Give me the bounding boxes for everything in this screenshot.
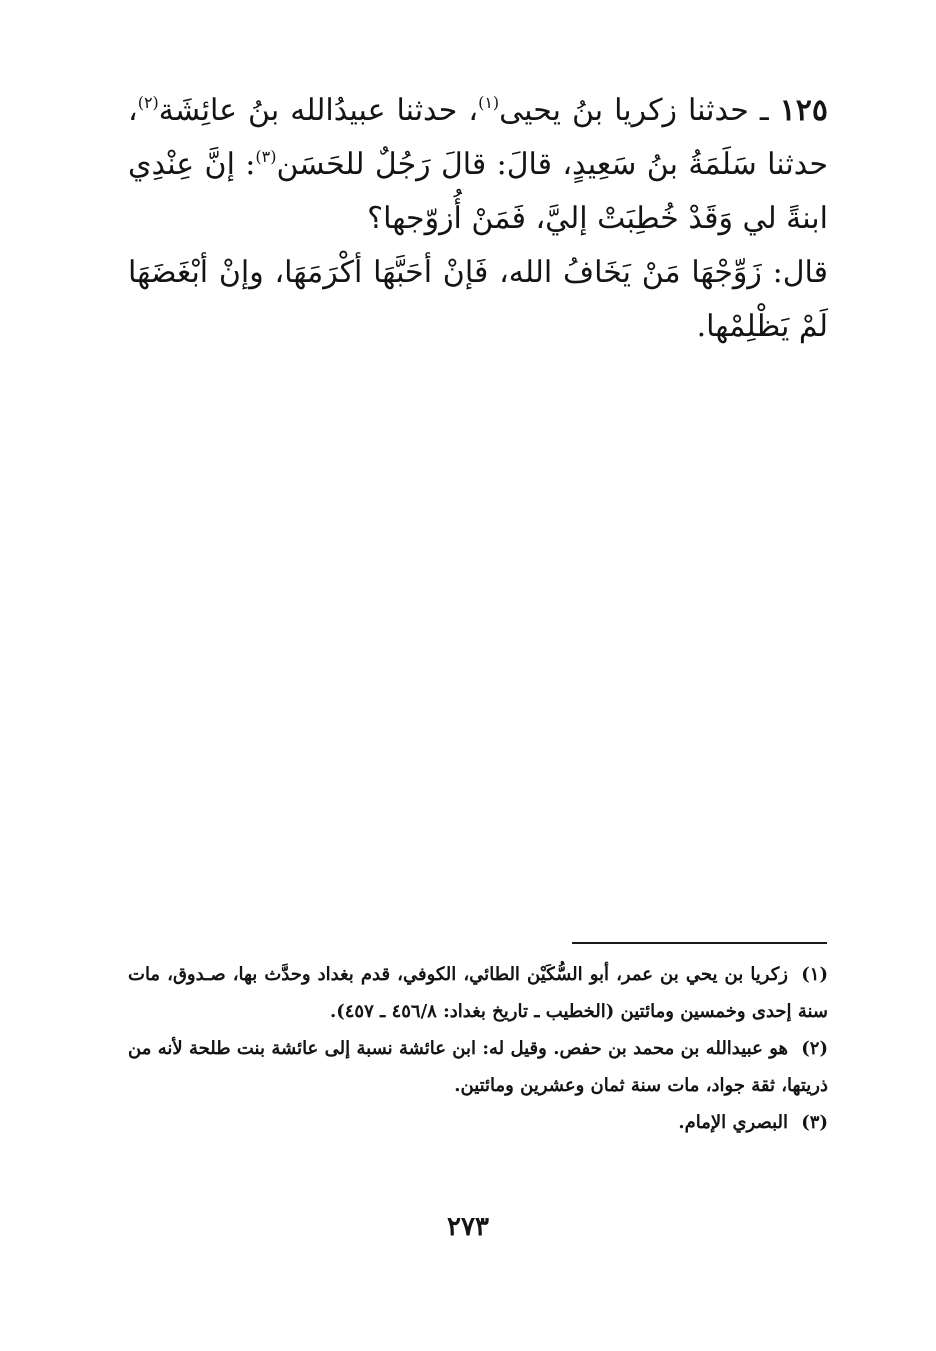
footnote-1 xyxy=(128,956,828,1030)
hadith-question: : إنَّ عِنْدِي ابنةً لي وَقَدْ خُطِبَتْ إليَّ، فَمَنْ أُزوّجها؟ xyxy=(128,147,828,236)
footnote-text: زكريا بن يحي بن عمر، أبو السُّكَيْن الطائي، الكوفي، قدم بغداد وحدَّث بها، صـدوق، مات سنة إحدى وخمسين ومائتين (الخطيب ـ تاريخ بغداد: ٤٥٦/٨ ـ ٤٥٧). xyxy=(128,964,828,1022)
footnote-ref-3: (٣) xyxy=(255,147,277,166)
footnote-3 xyxy=(128,1104,828,1141)
hadith-answer: قال: زَوِّجْهَا مَنْ يَخَافُ الله، فَإنْ أحَبَّهَا أكْرَمَهَا، وإنْ أبْغَضَهَا لَمْ يَظْلِمْها. xyxy=(128,255,828,344)
footnote-ref-2: (٢) xyxy=(137,93,159,112)
page-number: ٢٧٣ xyxy=(447,1212,489,1242)
footnote-number: (١) xyxy=(801,964,828,985)
footnote-text: البصري الإمام. xyxy=(678,1112,788,1133)
hadith-chain-part-1: ـ حدثنا زكريا بنُ يحيى xyxy=(499,93,780,128)
footnote-number: (٣) xyxy=(801,1112,828,1133)
footnote-2 xyxy=(128,1030,828,1104)
footnote-text: هو عبيدالله بن محمد بن حفص. وقيل له: ابن عائشة نسبة إلى عائشة بنت طلحة لأنه من ذريتها، ثقة جواد، مات سنة ثمان وعشرين ومائتين. xyxy=(128,1038,828,1096)
footnote-ref-1: (١) xyxy=(478,93,500,112)
hadith-text xyxy=(128,84,828,354)
footnote-number: (٢) xyxy=(801,1038,828,1059)
footnotes-section xyxy=(128,956,828,1141)
hadith-number: ١٢٥ xyxy=(779,93,828,128)
footnote-divider xyxy=(572,942,827,944)
hadith-chain-part-3: ، حدثنا سَلَمَةُ بنُ سَعِيدٍ، قالَ: قالَ رَجُلٌ للحَسَن xyxy=(128,93,828,182)
hadith-chain-part-2: ، حدثنا عبيدُالله بنُ عائِشَة xyxy=(158,93,479,128)
hadith-paragraph xyxy=(128,84,828,246)
